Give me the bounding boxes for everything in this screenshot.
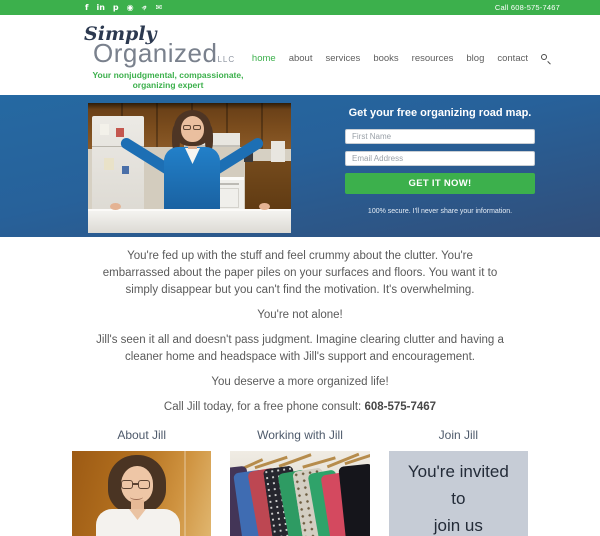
nav-item-blog[interactable]: blog — [466, 53, 485, 64]
intro-paragraph-4: You deserve a more organized life! — [211, 376, 389, 388]
column-working-with-jill — [230, 428, 369, 536]
search-handle — [547, 61, 550, 64]
optin-form — [345, 107, 535, 215]
email-icon[interactable]: ✉ — [155, 2, 163, 12]
nav-item-services[interactable]: services — [325, 53, 361, 64]
glasses-icon — [121, 480, 133, 489]
get-it-now-button[interactable]: GET IT NOW! — [345, 173, 535, 194]
column-about-jill — [72, 428, 211, 536]
join-jill-title[interactable]: Join Jill — [438, 428, 478, 442]
search-lens — [541, 54, 547, 60]
working-with-jill-image[interactable] — [230, 451, 369, 536]
kitchen-counter — [88, 209, 291, 233]
invite-line-2: to — [451, 489, 466, 508]
hero-photo-jill-kitchen — [88, 103, 291, 233]
working-with-jill-title[interactable]: Working with Jill — [257, 428, 343, 442]
site-tagline: Your nonjudgmental, compassionate, organizing expert — [92, 70, 244, 90]
about-jill-title[interactable]: About Jill — [117, 428, 167, 442]
social-links — [85, 3, 162, 13]
intro-paragraph-3: Jill's seen it all and doesn't pass judgment. Imagine clearing clutter and having a cleaner home and headspace with Jill's support and encouragement. — [96, 334, 504, 363]
site-header — [0, 15, 600, 95]
site-logo[interactable] — [84, 23, 235, 69]
instagram-icon[interactable]: ◉ — [126, 2, 134, 12]
linkedin-icon[interactable]: in — [96, 2, 105, 12]
email-input[interactable] — [345, 151, 535, 166]
join-jill-invite-card[interactable] — [389, 451, 528, 536]
column-join-jill — [389, 428, 528, 536]
logo-script-text: Simply — [84, 23, 157, 45]
optin-heading: Get your free organizing road map. — [348, 107, 532, 119]
main-nav — [252, 53, 550, 64]
first-name-input[interactable] — [345, 129, 535, 144]
rss-icon[interactable]: » — [138, 1, 151, 14]
pinterest-icon[interactable]: p — [112, 2, 119, 12]
glasses-icon — [183, 125, 191, 130]
secure-note: 100% secure. I'll never share your information. — [367, 208, 513, 215]
invite-line-1: You're invited — [407, 462, 509, 481]
intro-paragraph-2: You're not alone! — [257, 309, 343, 321]
facebook-icon[interactable]: f — [85, 2, 89, 12]
nav-item-home[interactable]: home — [251, 53, 276, 64]
feature-columns — [72, 428, 528, 536]
invite-line-3: join us — [433, 516, 483, 535]
nav-item-about[interactable]: about — [288, 53, 313, 64]
topbar-phone[interactable]: Call 608-575-7467 — [494, 3, 560, 12]
call-prefix: Call Jill today, for a free phone consult: — [163, 401, 365, 413]
nav-item-resources[interactable]: resources — [411, 53, 454, 64]
search-icon[interactable] — [541, 54, 550, 63]
intro-section — [0, 237, 600, 416]
nav-item-contact[interactable]: contact — [497, 53, 528, 64]
top-bar — [0, 0, 600, 15]
logo-main-text: Organized — [93, 38, 218, 68]
nav-item-books[interactable]: books — [373, 53, 399, 64]
call-phone-number: 608-575-7467 — [364, 401, 437, 413]
about-jill-image[interactable] — [72, 451, 211, 536]
logo-suffix-text: LLC — [217, 55, 236, 64]
intro-call-to-action — [0, 399, 600, 416]
hero-section — [0, 95, 600, 237]
intro-paragraph-1: You're fed up with the stuff and feel crummy about the clutter. You're embarrassed about the paper piles on your surfaces and floors. You want it to simply disappear but you can't find the motivation. It's overwhelming. — [102, 250, 498, 296]
